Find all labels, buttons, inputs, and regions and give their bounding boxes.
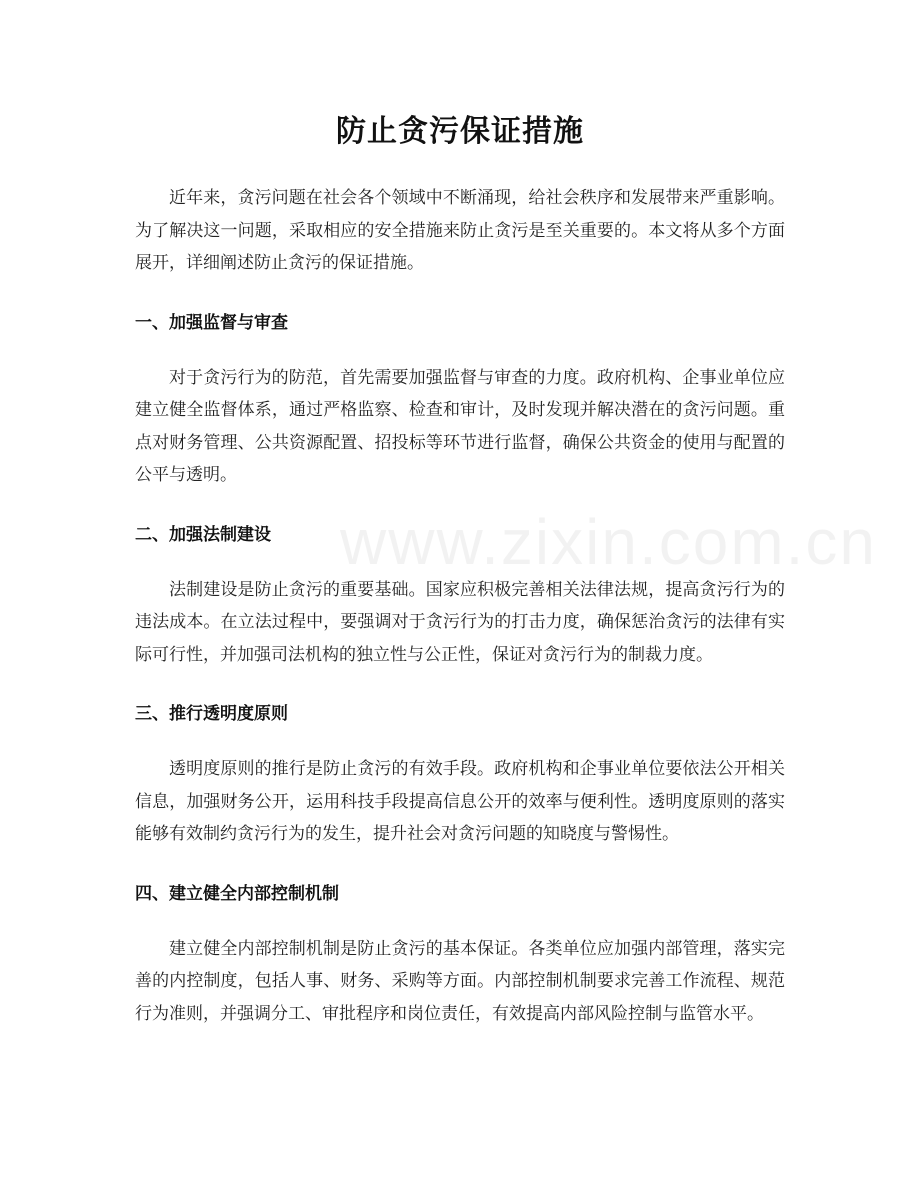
intro-paragraph: 近年来，贪污问题在社会各个领域中不断涌现，给社会秩序和发展带来严重影响。为了解决这一问题，采取相应的安全措施来防止贪污是至关重要的。本文将从多个方面展开，详细阐述防止贪污的保证措施。 bbox=[135, 188, 785, 273]
watermark: www.zixin.com.cn bbox=[340, 506, 877, 578]
section-heading-2: 二、加强法制建设 bbox=[135, 524, 271, 545]
section-body-4: 建立健全内部控制机制是防止贪污的基本保证。各类单位应加强内部管理，落实完善的内控制度，包括人事、财务、采购等方面。内部控制机制要求完善工作流程、规范行为准则，并强调分工、审批程序和岗位责任，有效提高内部风险控制与监管水平。 bbox=[135, 938, 785, 1024]
section-heading-3: 三、推行透明度原则 bbox=[135, 704, 288, 724]
section-body-2: 法制建设是防止贪污的重要基础。国家应积极完善相关法律法规，提高贪污行为的违法成本。在立法过程中，要强调对于贪污行为的打击力度，确保惩治贪污的法律有实际可行性，并加强司法机构的独立性与公正性，保证对贪污行为的制裁力度。 bbox=[135, 579, 785, 665]
section-body-1: 对于贪污行为的防范，首先需要加强监督与审查的力度。政府机构、企事业单位应建立健全监督体系，通过严格监察、检查和审计，及时发现并解决潜在的贪污问题。重点对财务管理、公共资源配置、招投标等环节进行监督，确保公共资金的使用与配置的公平与透明。 bbox=[135, 367, 785, 485]
document-body bbox=[135, 182, 785, 1030]
section-heading-4: 四、建立健全内部控制机制 bbox=[135, 883, 339, 904]
section-body-3: 透明度原则的推行是防止贪污的有效手段。政府机构和企事业单位要依法公开相关信息，加强财务公开，运用科技手段提高信息公开的效率与便利性。透明度原则的落实能够有效制约贪污行为的发生，提升社会对贪污问题的知晓度与警惕性。 bbox=[135, 759, 785, 844]
page-title: 防止贪污保证措施 bbox=[336, 114, 584, 149]
section-heading-1: 一、加强监督与审查 bbox=[135, 312, 288, 333]
